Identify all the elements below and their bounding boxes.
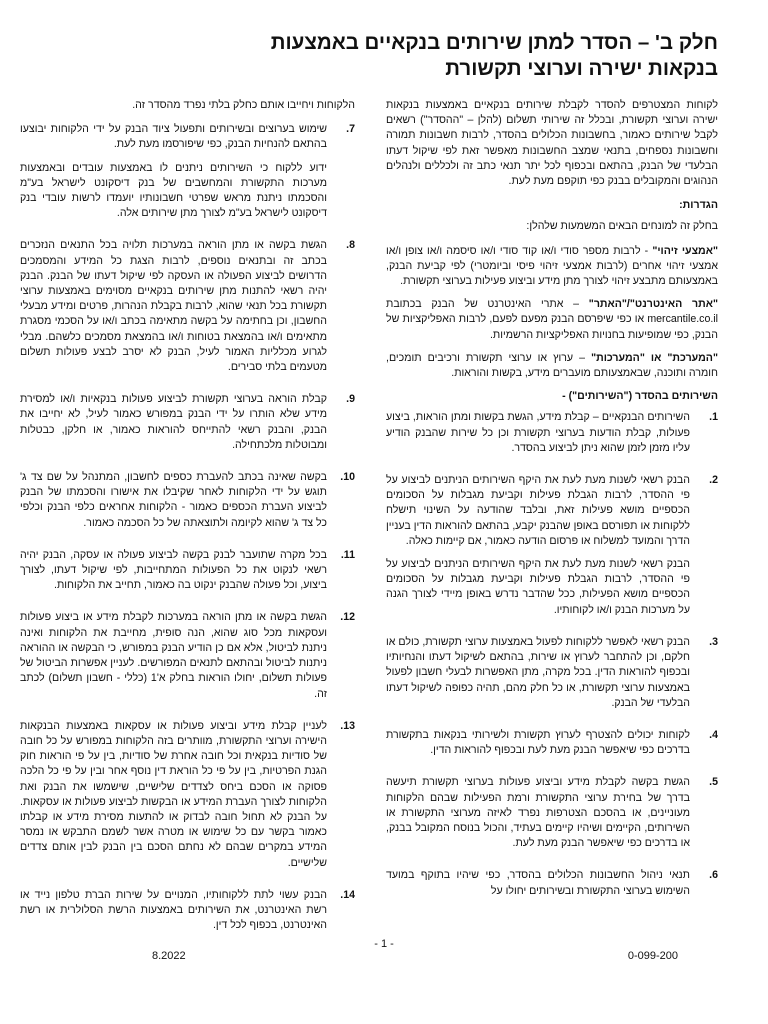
definition-identification (386, 244, 718, 290)
clause-number: 10. (340, 471, 355, 484)
title-line-2: בנקאות ישירה וערוצי תקשורת (445, 57, 718, 80)
clause-text: הבנק רשאי לאפשר ללקוחות לפעול באמצעות ערוצי תקשורת, כולם או חלקם, וכן להתחבר לערוץ או שירות, בהתאם לשיקול דעתו והנחיותיו ובכפוף להוראות הדין. בכל מקרה, מתן האפשרות לבעלי חשבון לפעול באמצעות ערוצי תקשורת, או כל חלק מהם, תהיה כפופה לשיקול דעתו הבלעדי של הבנק. (386, 635, 690, 709)
definitions-intro: בחלק זה למונחים הבאים המשמעות שלהלן: (526, 220, 718, 233)
left-column (20, 98, 355, 933)
clause-number: 13. (340, 719, 355, 732)
footer-form-code: 0-099-200 (627, 950, 678, 962)
clause-text: קבלת הוראה בערוצי תקשורת לביצוע פעולות בנקאיות ו/או למסירת מידע שלא הותרו על ידי הבנק במפורש כאמור לעיל, לא יחייבו את הבנק, והבנק רשאי להתייחס להוראות כאמור, או חלקן, כבטלות ומבוטלות מלכתחילה. (20, 393, 327, 451)
page-number: - 1 - (374, 938, 394, 950)
clause-text: בקשה שאינה בכתב להעברת כספים לחשבון, המתנהל על שם צד ג' תוגש על ידי הלקוחות לאחר שקיבלו את אישורו והסכמתו של הבנק לביצוע העברת הכספים כאמור - הלקוחות אחראים כלפי הבנק וכלפי כל צד ג' שהוא לקיומה ולתוצאתה של כל הסכמה כאמור. (20, 471, 327, 529)
clause-3 (386, 635, 718, 719)
clause-6-continuation: הלקוחות ויחייבו אותם כחלק בלתי נפרד מהסדר זה. (132, 99, 355, 111)
clause-number: 8. (346, 239, 355, 252)
page-title (58, 30, 718, 82)
clause-text: הבנק רשאי לשנות מעת לעת את היקף השירותים הניתנים לביצוע על פי ההסדר, לרבות הגבלת פעילות וקביעת מגבלות על הסכומים הכספיים מושא הפעילות, ככל שהדבר נדרש באופן מיידי לצורך הגנה על מערכות הבנק ו/או לקוחותיו. (386, 558, 690, 616)
clause-text: שימוש בערוצים ובשירותים ותפעול ציוד הבנק על ידי הלקוחות יבוצעו בהתאם להנחיות הבנק, כפי שיפורסמו מעת לעת. (20, 123, 327, 151)
clause-1 (386, 410, 718, 464)
clause-number: 11. (340, 548, 355, 561)
clause-5 (386, 775, 718, 859)
intro-paragraph: לקוחות המצטרפים להסדר לקבלת שירותים בנקאיים באמצעות בנקאות ישירה וערוצי תקשורת, ובכלל זה שירותי תשלום (להלן – "ההסדר") רשאים לקבל שירותים כאמור, בחשבונות הכלולים בהסדר, לרבות חשבונות תמורה וחשבונות נספחים, בתנאי שמצב החשבונות מאפשר זאת לפי שיקול דעתו הבלעדי של הבנק, בהתאם ובכפוף לכל יתר תנאי כתב זה ולכללים ולנהלים הנהוגים והמקובלים בבנק כפי תוקפם מעת לעת. (386, 99, 718, 188)
clause-text: בכל מקרה שתועבר לבנק בקשה לביצוע פעולה או עסקה, הבנק יהיה רשאי לנקוט את כל הפעולות המתחייבות, לפי שיקול דעתו, לצורך ביצוע, וכל פעולה שהבנק ינקוט בה כאמור, תחייב את הלקוחות. (20, 548, 327, 592)
clause-text: הגשת בקשה או מתן הוראה במערכות לקבלת מידע או ביצוע פעולות ועסקאות מכל סוג שהוא, הנה סופית, מחייבת את הלקוחות ואינה ניתנת לביטול, אלא אם כן הודיע הבנק במפורש, כי הבקשה או ההוראה ניתנות לביטול ובהתאם לתנאים המפורשים. לעניין אפשרות הביטול של פעולות תשלום, יחולו הוראות בחלק א'1 (כללי - חשבון תשלום) לכתב זה. (20, 611, 327, 700)
clause-number: 5. (709, 776, 718, 789)
definition-term: "המערכת" או "המערכות" (591, 351, 718, 364)
footer-date: 8.2022 (152, 950, 186, 962)
services-heading: השירותים בהסדר ("השירותים") - (562, 390, 718, 403)
clause-text: לעניין קבלת מידע וביצוע פעולות או עסקאות באמצעות הבנקאות הישירה וערוצי התקשורת, מוותרים בזה הלקוחות במפורש על כל חובה של סודיות בנקאית וכל חובה אחרת של סודיות, בין על פי הוראות חוק הגנת הפרטיות, בין על פי כל הוראת דין נוסף אחר ובין על פי כל הלכה פסוקה או הסכם ביחס לצדדים שלישיים, שישמשו את הבנק ואת הלקוחות לצורך העברת המידע או הבקשות לביצוע פעולות או עסקאות. על הבנק לא תחול חובה לבדוק או להתעות מסירת מידע או קבלתו כאמור בקשר עם כל שימוש או מטרה אשר לשמם התבקש או נמסר המידע במקרים שבהם לא נחתם הסכם בין הבנק לבין אותם צדדים שלישיים. (20, 719, 327, 869)
clause-12 (20, 610, 355, 709)
clause-11 (20, 548, 355, 602)
clause-13 (20, 719, 355, 879)
clause-text: תנאי ניהול החשבונות הכלולים בהסדר, כפי שיהיו בתוקף במועד השימוש בערוצי התקשורת ובשירותים יחולו על (386, 869, 690, 897)
clause-number: 7. (346, 123, 355, 136)
clause-14 (20, 888, 355, 933)
clause-text: השירותים הבנקאיים – קבלת מידע, הגשת בקשות ומתן הוראות, ביצוע פעולות, קבלת הודעות בערוצי תקשורת וכן כל שירות שהבנק הודיע עליו מזמן לזמן שהוא ניתן לביצוע בהסדר. (386, 411, 690, 454)
clause-number: 9. (346, 393, 355, 406)
clause-number: 4. (709, 728, 718, 741)
clause-8 (20, 238, 355, 383)
definition-text: – ערוץ או ערוצי תקשורת ורכיבים תומכים, חומרה ותוכנה, שבאמצעותם מועברים מידע, בקשות והוראות. (386, 351, 718, 380)
clause-number: 6. (709, 869, 718, 882)
clause-9 (20, 392, 355, 461)
clause-number: 14. (340, 888, 355, 901)
definition-term: "אתר האינטרנט"/"האתר" (588, 298, 718, 311)
clause-6 (386, 868, 718, 906)
title-line-1: חלק ב' – הסדר למתן שירותים בנקאיים באמצעות (270, 31, 718, 54)
clause-text: ידוע ללקוח כי השירותים ניתנים לו באמצעות עובדים ובאמצעות מערכות התקשורת והמחשבים של בנק דיסקונט לישראל בע"מ והסכמתו ניתנת מראש שפרטי חשבונותיו יועמדו לרשות עובדי בנק דיסקונט לישראל בע"מ לצורך מתן שירותים אלה. (20, 161, 327, 220)
clause-number: 1. (709, 411, 718, 424)
definition-text: – אתרי האינטרנט של הבנק בכתובת mercantile.co.il או כפי שיפרסם הבנק מפעם לפעם, לרבות האפליקציות של הבנק, כפי שמופיעות בחנויות האפליקציות הרשמיות. (386, 298, 718, 341)
clause-number: 2. (709, 474, 718, 487)
definition-term: "אמצעי זיהוי" (652, 244, 718, 257)
clause-10 (20, 470, 355, 539)
definition-system (386, 351, 718, 381)
clause-text: הבנק רשאי לשנות מעת לעת את היקף השירותים הניתנים לביצוע על פי ההסדר, לרבות הגבלת פעילות וקביעת מגבלות על הסכומים הכספיים מושא פעילות זאת, ובלבד שהודעה על השינוי תישלח ללקוחות או תפורסם באופן שהבנק יקבע, בהתאם להוראות הדין בעניין הדרך והמועד למשלוח או פרסום הודעה כאמור, אם קיימות כאלה. (386, 474, 690, 547)
definition-website (386, 297, 718, 343)
clause-4 (386, 728, 718, 766)
clause-text: לקוחות יכולים להצטרף לערוץ תקשורת ולשירותי בנקאות בתקשורת בדרכים כפי שיאפשר הבנק מעת לעת ובכפוף להוראות הדין. (386, 728, 690, 757)
clause-text: הגשת בקשה לקבלת מידע וביצוע פעולות בערוצי תקשורת תיעשה בדרך של בחירת ערוצי התקשורת ורמת הפעילות שבהם הלקוחות מעוניינים, או בהסכם הצטרפות נפרד לאיזה מערוצי התקשורת או השירותים, הקיימים ושיהיו קיימים בעתיד, והכול בנוסח המקובל בבנק, או בדרכים כפי שיאפשר הבנק מעת לעת. (386, 776, 690, 850)
definition-text: - לרבות מספר סודי ו/או קוד סודי ו/או סיסמה ו/או צופן ו/או אמצעי זיהוי אחרים (לרבות אמצעי זיהוי פיסי וביומטרי) לפי קביעת הבנק, באמצעותם מתבצע זיהוי לצורך מתן מידע וביצוע פעילות בערוצי תקשורת. (386, 244, 718, 288)
clause-2 (386, 473, 718, 626)
clause-number: 12. (340, 611, 355, 624)
clause-text: הבנק עשוי לתת ללקוחותיו, המנויים על שירות הברת טלפון נייד או רשת האינטרנט, את השירותים באמצעות הרשת הסלולרית או רשת האינטרנט, בכפוף לכל דין. (20, 888, 327, 932)
right-column (386, 98, 718, 933)
clause-number: 3. (709, 635, 718, 648)
clause-text: הגשת בקשה או מתן הוראה במערכות תלויה בכל התנאים הנזכרים בכתב זה ובתנאים נוספים, לרבות הצגת כל המידע והמסמכים הדרושים לביצוע הפעולה או העסקה לפי שיקול דעתו של הבנק. הבנק יהיה רשאי להתנות מתן שירותים בנקאיים מסוימים באמצעות ערוצי תקשורת בכל תנאי שהוא, לרבות בקבלת הנהרות, פרטים ומידע מבעלי החשבון, וכן בחתימה על בקשה מתאימה בכתב ו/או על הסכמי מסגרת מתאימים ו/או בהמצאת בטוחות ו/או בהמצאת מסמכים כלשהם. מבלי לגרוע מכלליות האמור לעיל, הבנק לא יסרב לבצע פעולות תשלום מטעמים בלתי סבירים. (20, 239, 327, 374)
clause-7 (20, 122, 355, 229)
definitions-heading: הגדרות: (679, 199, 718, 212)
